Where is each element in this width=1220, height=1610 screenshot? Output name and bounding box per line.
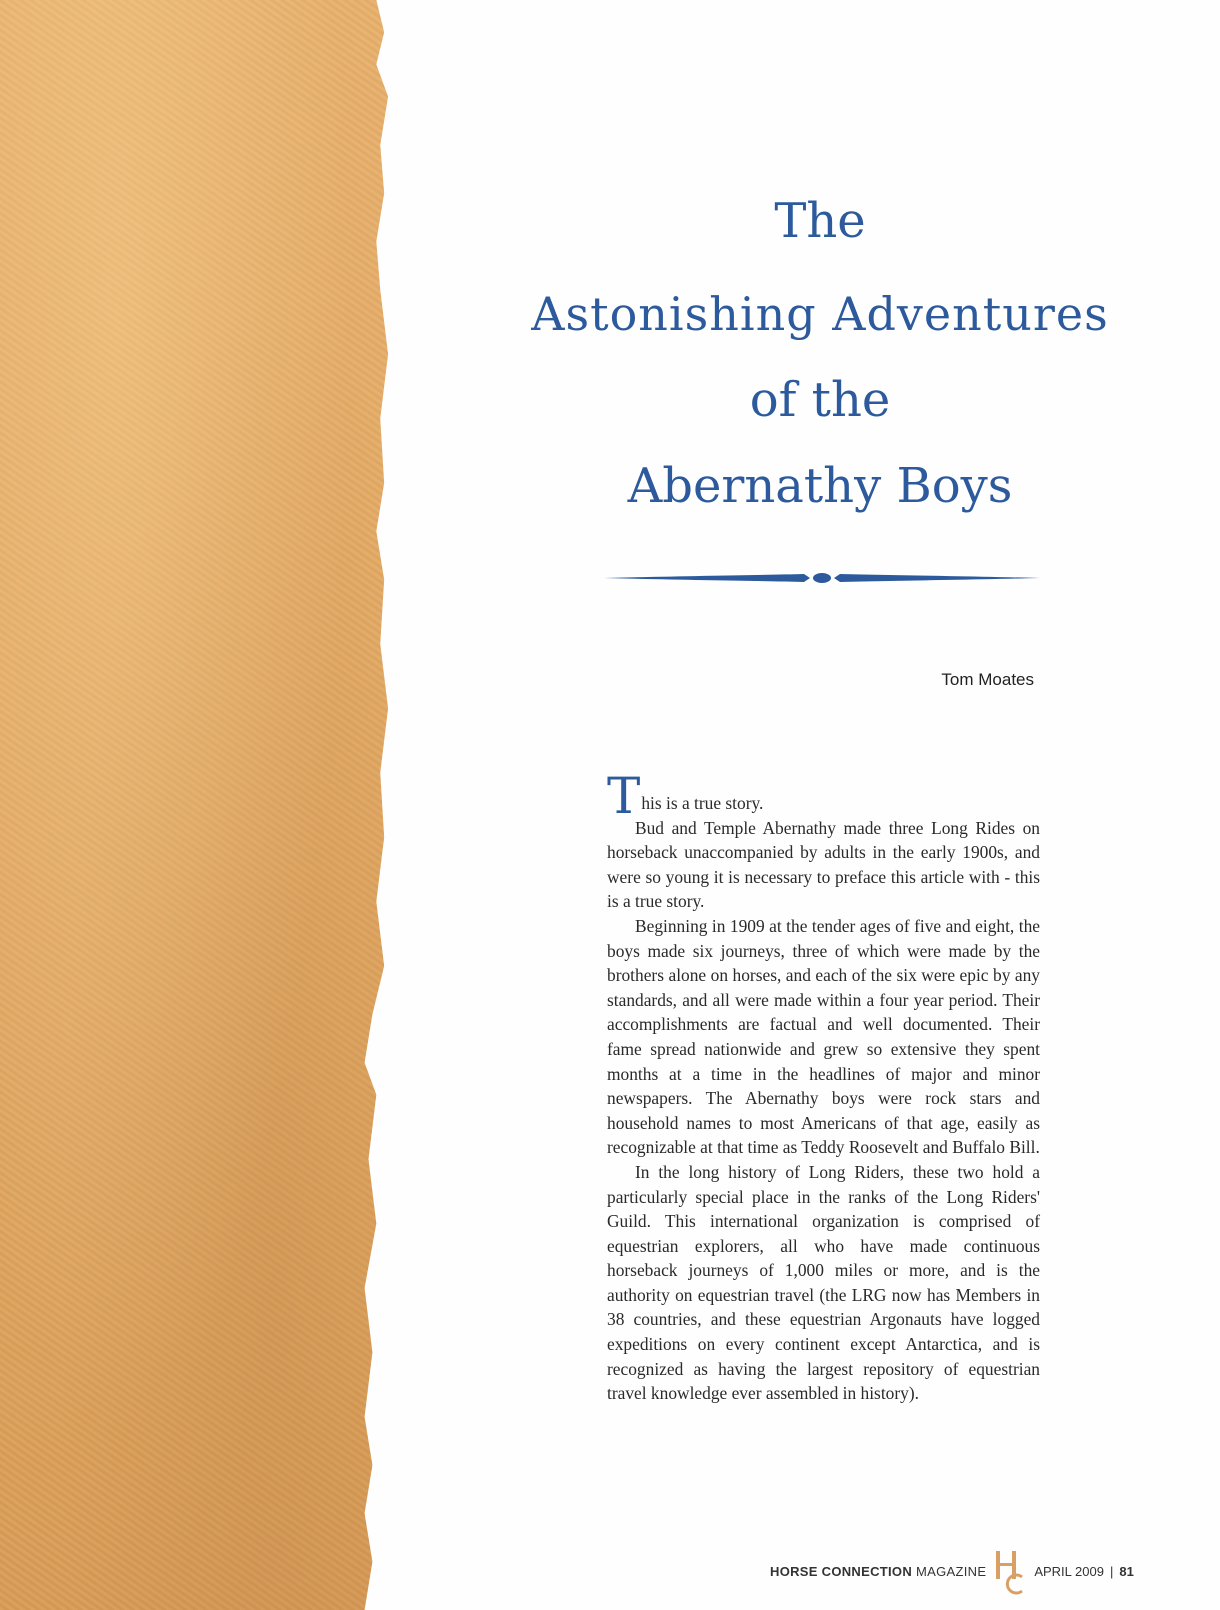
title-line-4: Abernathy Boys [627, 458, 1013, 515]
article-paragraph-4: In the long history of Long Riders, these two hold a particularly special place in the ranks of the Long Riders' Guild. This international organization is comprised of equestrian explorers, all who have made continuous horseback journeys of 1,000 miles or more, and is the authority on equestrian travel (the LRG now has Members in 38 countries, and these equestrian Argonauts have logged expeditions on every continent except Antarctica, and is recognized as having the largest repository of equestrian travel knowledge ever assembled in history). [607, 1161, 1040, 1404]
title-line-2: Astonishing Adventures [531, 287, 1109, 342]
article-paragraph-1 [607, 767, 1040, 825]
article-title [500, 171, 1140, 529]
magazine-name: HORSE CONNECTION [770, 1563, 913, 1579]
paragraph-1-text: his is a true story. [641, 793, 764, 813]
drop-cap: T [607, 767, 641, 825]
article-paragraph-3: Beginning in 1909 at the tender ages of five and eight, the boys made six journeys, three of which were made by the brothers alone on horses, and each of the six were epic by any standards, and all were made within a four year period. Their accomplishments are factual and well documented. Their fame spread nationwide and grew so extensive they spent months at a time in the headlines of major and minor newspapers. The Abernathy boys were rock stars and household names to most Americans of that age, easily as recognizable at that time as Teddy Roosevelt and Buffalo Bill. [607, 915, 1040, 1158]
footer-separator: | [1109, 1563, 1114, 1579]
torn-parchment-border [0, 0, 392, 1610]
author-byline: Tom Moates [941, 670, 1034, 689]
article-paragraph-2: Bud and Temple Abernathy made three Long Rides on horseback unaccompanied by adults in the early 1900s, and were so young it is necessary to preface this article with - this is a true story. [607, 817, 1040, 912]
issue-date: APRIL 2009 [1034, 1563, 1104, 1579]
article-body [607, 767, 1040, 1406]
page-footer [770, 1546, 1200, 1596]
page-number: 81 [1119, 1563, 1134, 1579]
title-divider-ornament [604, 566, 1040, 590]
hc-monogram-icon [992, 1547, 1028, 1595]
title-line-3: of the [749, 372, 891, 429]
magazine-label: MAGAZINE [916, 1563, 987, 1579]
title-line-1: The [774, 193, 866, 250]
